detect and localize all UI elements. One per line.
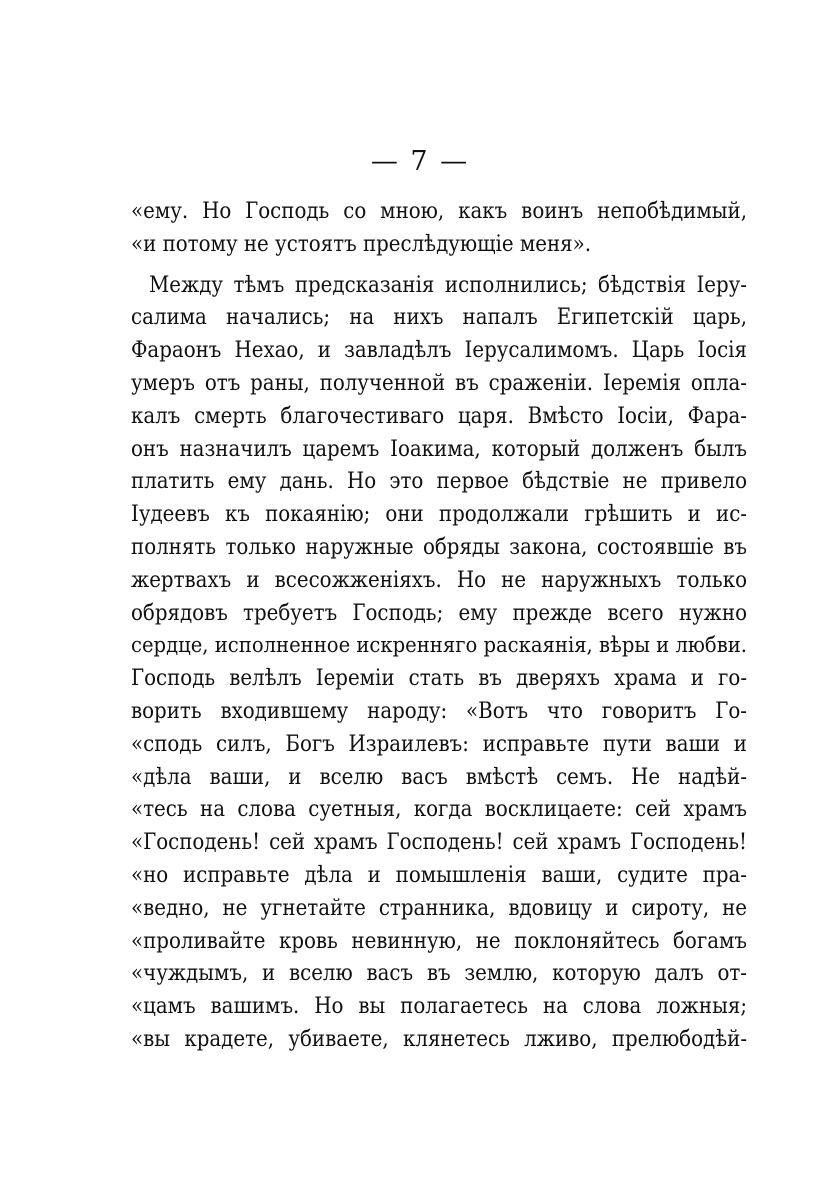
text-line: жертвахъ и всесожженіяхъ. Но не наружныхъ только	[131, 567, 747, 593]
text-line: обрядовъ требуетъ Господь; ему прежде всего нужно	[131, 600, 747, 626]
text-line: калъ смерть благочестиваго царя. Вмѣсто Іосіи, Фара-	[131, 403, 747, 429]
text-line: онъ назначилъ царемъ Іоакима, который долженъ былъ	[131, 436, 747, 462]
text-line: «вы крадете, убиваете, клянетесь лживо, прелюбодѣй-	[131, 1026, 747, 1052]
text-line: Іудеевъ къ покаянію; они продолжали грѣшить и ис-	[131, 502, 747, 528]
page-number: — 7 —	[370, 146, 470, 177]
text-line: платить ему дань. Но это первое бѣдствіе не привело	[131, 469, 747, 495]
text-line: «но исправьте дѣла и помышленія ваши, судите пра-	[131, 862, 747, 888]
text-line: Господь велѣлъ Іереміи стать въ дверяхъ храма и го-	[131, 666, 747, 692]
text-line: салима начались; на нихъ напалъ Египетскій царь,	[131, 305, 747, 331]
text-line: «сподь силъ, Богъ Израилевъ: исправьте пути ваши и	[131, 731, 747, 757]
text-line: «цамъ вашимъ. Но вы полагаетесь на слова ложныя;	[131, 994, 747, 1020]
text-line: «Господень! сей храмъ Господень! сей храмъ Господень!	[131, 830, 747, 856]
paragraph-start-line: Между тѣмъ предсказанія исполнились; бѣдствія Іеру-	[149, 272, 747, 298]
text-line: сердце, исполненное искренняго раскаянія, вѣры и любви.	[131, 633, 747, 659]
body-text	[131, 196, 747, 1057]
text-line: ворить входившему народу: «Вотъ что говоритъ Го-	[131, 698, 747, 724]
text-line: «дѣла ваши, и вселю васъ вмѣстѣ семъ. Не надѣй-	[131, 764, 747, 790]
text-line: полнять только наружные обряды закона, состоявшіе въ	[131, 534, 747, 560]
text-line: Фараонъ Нехао, и завладѣлъ Іерусалимомъ. Царь Іосія	[131, 338, 747, 364]
text-line: «ему. Но Господь со мною, какъ воинъ непобѣдимый,	[131, 199, 747, 224]
text-line: «и потому не устоятъ преслѣдующіе меня».	[131, 231, 592, 257]
text-line: умеръ отъ раны, полученной въ сраженіи. Іеремія опла-	[131, 370, 747, 396]
text-line: «тесь на слова суетныя, когда восклицаете: сей храмъ	[131, 797, 747, 823]
text-line: «ведно, не угнетайте странника, вдовицу и сироту, не	[131, 895, 747, 921]
text-line: «чуждымъ, и вселю васъ въ землю, которую далъ от-	[131, 961, 747, 987]
text-line: «проливайте кровь невинную, не поклоняйтесь богамъ	[131, 928, 747, 954]
